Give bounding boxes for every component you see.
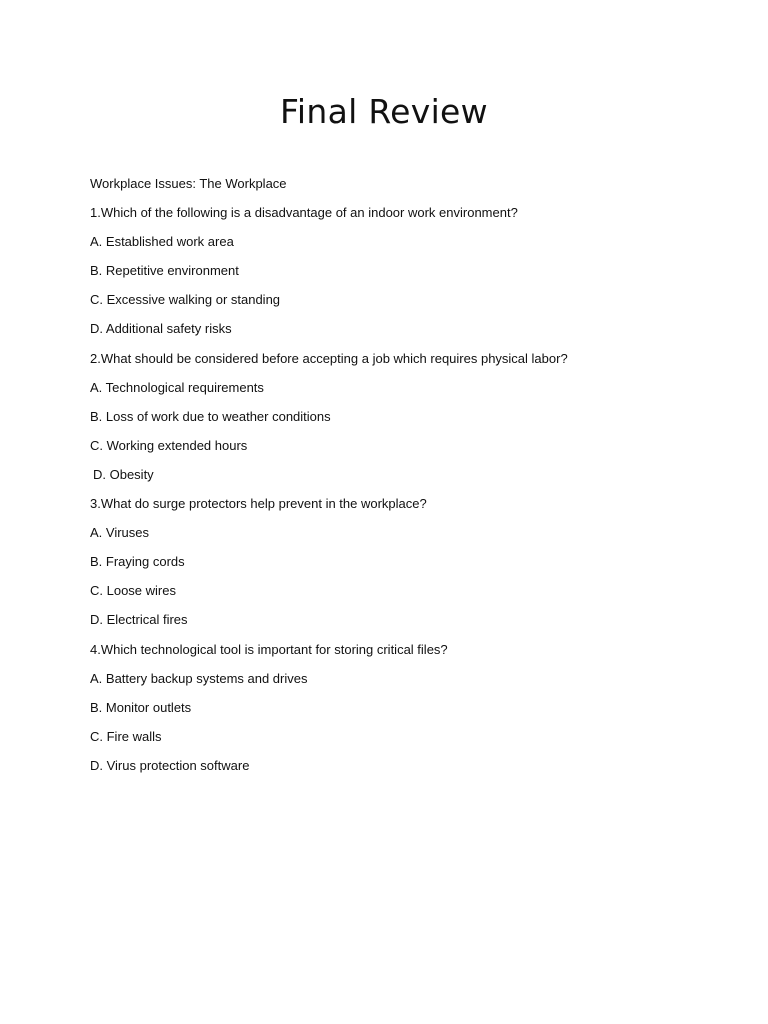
question-text: 4.Which technological tool is important for storing critical files? <box>90 641 448 657</box>
answer-option: B. Monitor outlets <box>90 699 192 715</box>
answer-option: A. Established work area <box>90 234 234 250</box>
answer-option: A. Battery backup systems and drives <box>90 670 308 686</box>
page-title: Final Review <box>280 92 488 131</box>
answer-option: C. Loose wires <box>90 583 176 599</box>
question-block <box>90 349 710 494</box>
answer-option: D. Obesity <box>93 466 154 482</box>
section-heading: Workplace Issues: The Workplace <box>90 176 287 191</box>
question-text: 2.What should be considered before accepting a job which requires physical labor? <box>90 350 568 366</box>
answer-option: C. Working extended hours <box>90 437 248 453</box>
answer-option: B. Repetitive environment <box>90 263 239 279</box>
answer-option: D. Virus protection software <box>90 757 250 773</box>
question-block <box>90 494 710 639</box>
question-text: 1.Which of the following is a disadvantage of an indoor work environment? <box>90 205 518 221</box>
answer-option: C. Fire walls <box>90 728 162 744</box>
answer-option: B. Fraying cords <box>90 554 185 570</box>
answer-option: A. Technological requirements <box>90 379 264 395</box>
document-body <box>90 174 710 785</box>
answer-option: D. Electrical fires <box>90 612 188 628</box>
answer-option: A. Viruses <box>90 525 150 541</box>
question-block <box>90 640 710 785</box>
answer-option: C. Excessive walking or standing <box>90 292 281 308</box>
question-block <box>90 203 710 348</box>
question-text: 3.What do surge protectors help prevent in the workplace? <box>90 496 427 512</box>
answer-option: B. Loss of work due to weather conditions <box>90 408 331 424</box>
answer-option: D. Additional safety risks <box>90 321 232 337</box>
